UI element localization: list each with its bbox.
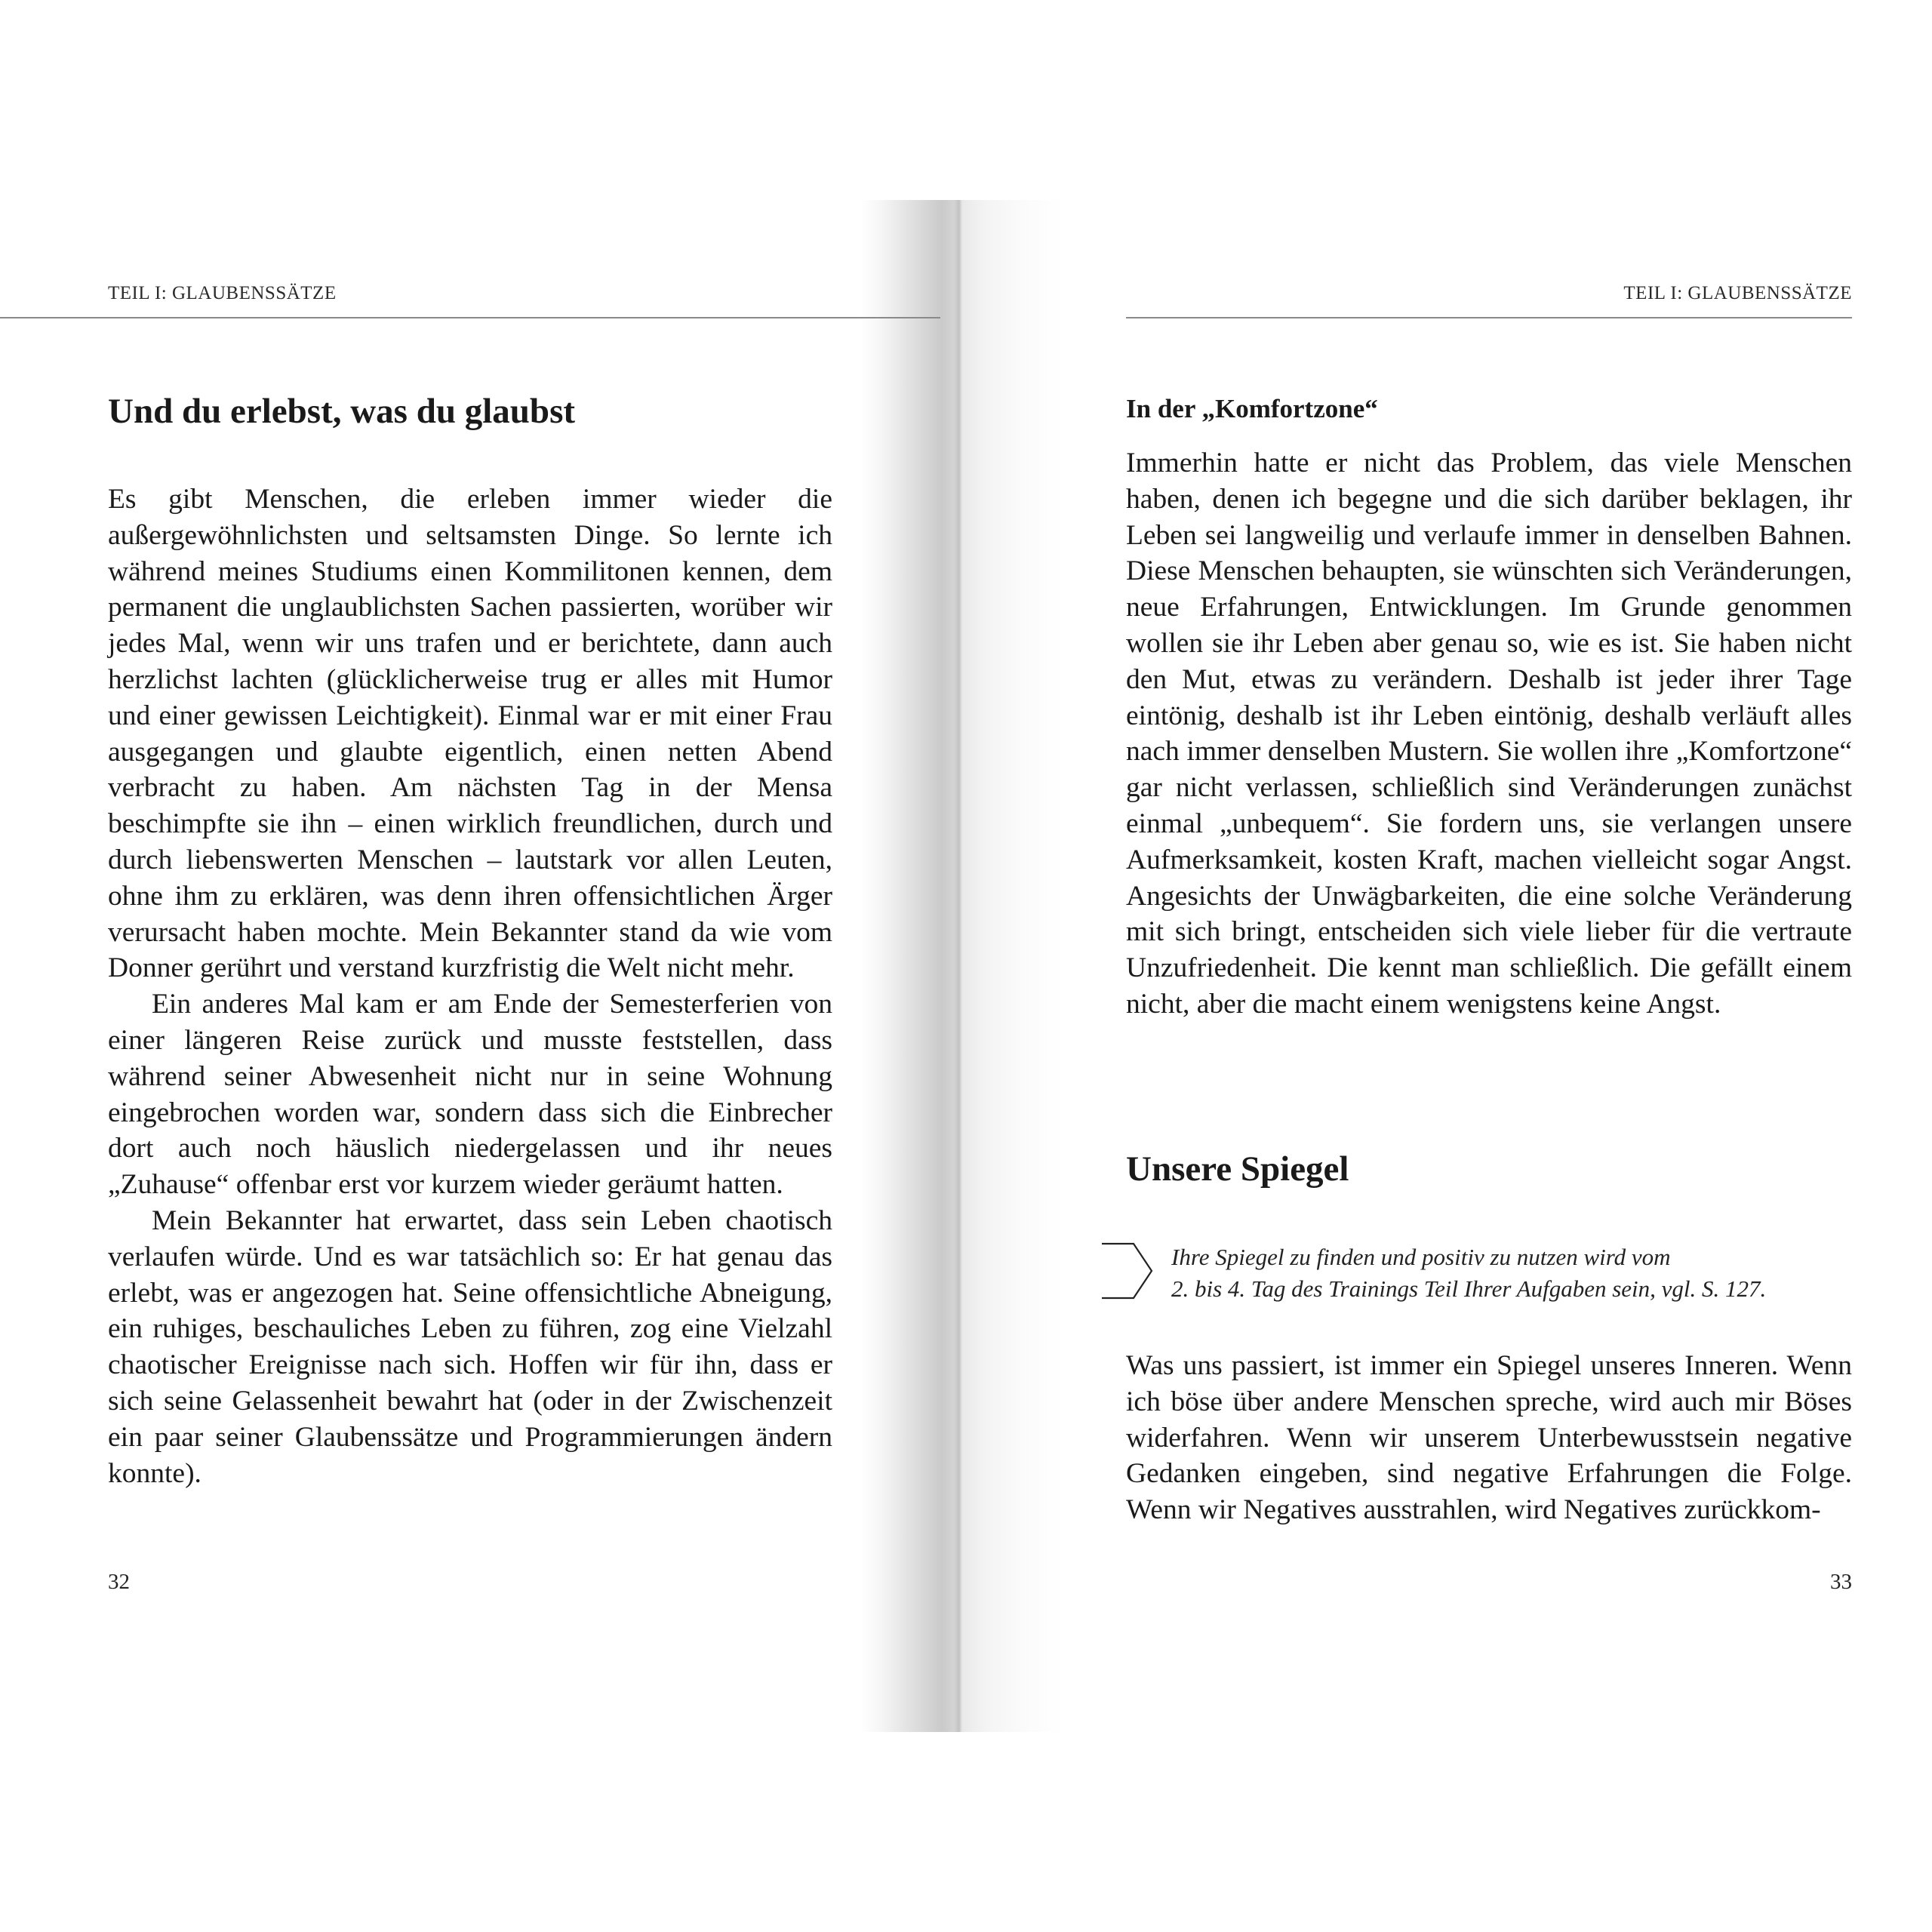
running-head: TEIL I: GLAUBENSSÄTZE (108, 283, 337, 303)
paragraph: Es gibt Menschen, die erleben immer wieder die außergewöhnlichsten und seltsamsten Dinge. So lernte ich während meines Studiums einen Kommilitonen kennen, dem permanent die unglaublichsten Sachen passierten, worüber wir jedes Mal, wenn wir uns trafen und er berichtete, dann auch herzlichst lachten (glücklicherweise trug er alles mit Humor und einer gewissen Leichtigkeit). Einmal war er mit einer Frau ausgegangen und glaubte eigentlich, einen netten Abend verbracht zu haben. Am nächsten Tag in der Mensa beschimpfte sie ihn – einen wirklich freundlichen, durch und durch liebenswerten Menschen – lautstark vor allen Leuten, ohne ihm zu erklären, was denn ihren offensichtlichen Ärger verursacht haben mochte. Mein Bekannter stand da wie vom Donner gerührt und verstand kurzfristig die Welt nicht mehr. (108, 484, 832, 984)
running-head: TEIL I: GLAUBENSSÄTZE (1623, 283, 1852, 303)
header-rule (1126, 317, 1852, 318)
note-line: Ihre Spiegel zu finden und positiv zu nutzen wird vom (1171, 1244, 1671, 1270)
paragraph: Was uns passiert, ist immer ein Spiegel unseres Inneren. Wenn ich böse über andere Menschen spreche, wird auch mir Böses widerfahren. Wenn wir unserem Unterbewusstsein negative Gedanken eingeben, sind negative Erfahrungen die Folge. Wenn wir Negatives ausstrahlen, wird Negatives zurückkom- (1126, 1350, 1852, 1526)
training-note (1171, 1241, 1766, 1305)
header-rule (0, 317, 940, 318)
note-line: 2. bis 4. Tag des Trainings Teil Ihrer Aufgaben sein, vgl. S. 127. (1171, 1275, 1767, 1302)
paragraph: Mein Bekannter hat erwartet, dass sein Leben chaotisch verlaufen würde. Und es war tatsächlich so: Er hat genau das erlebt, was er angezogen hat. Seine offensichtliche Abneigung, ein ruhiges, beschauliches Leben zu führen, zog eine Vielzahl chaotischer Ereignisse nach sich. Hoffen wir für ihn, dass er sich seine Gelassenheit bewahrt hat (oder in der Zwischenzeit ein paar seiner Glaubenssätze und Programmierungen ändern konnte). (108, 1204, 832, 1489)
arrow-marker-icon (1100, 1241, 1158, 1300)
section-heading: Unsere Spiegel (1126, 1149, 1349, 1189)
paragraph: Ein anderes Mal kam er am Ende der Semesterferien von einer längeren Reise zurück und musste feststellen, dass während seiner Abwesenheit nicht nur in seine Wohnung eingebrochen worden war, sondern dass sich die Einbrecher dort auch noch häuslich niedergelassen und ihr neues „Zuhause“ offenbar erst vor kurzem wieder geräumt hatten. (108, 989, 832, 1201)
paragraph: Immerhin hatte er nicht das Problem, das viele Menschen haben, denen ich begegne und die sich darüber beklagen, ihr Leben sei langweilig und verlaufe immer in denselben Bahnen. Diese Menschen behaupten, sie wünschten sich Veränderungen, neue Erfahrungen, Entwicklungen. Im Grunde genommen wollen sie ihr Leben aber genau so, wie es ist. Sie haben nicht den Mut, etwas zu verändern. Deshalb ist jeder ihrer Tage eintönig, deshalb ist ihr Leben eintönig, deshalb verläuft alles nach immer denselben Mustern. Sie wollen ihre „Komfortzone“ gar nicht verlassen, schließlich sind Veränderungen zunächst einmal „unbequem“. Sie fordern uns, sie verlangen unsere Aufmerksamkeit, kosten Kraft, machen vielleicht sogar Angst. Angesichts der Unwägbarkeiten, die eine solche Veränderung mit sich bringt, entscheiden sich viele lieber für die vertraute Unzufriedenheit. Die kennt man schließlich. Die gefällt einem nicht, aber die macht einem wenigstens keine Angst. (1126, 448, 1852, 1020)
chapter-heading: Und du erlebst, was du glaubst (108, 392, 576, 431)
section-subheading: In der „Komfortzone“ (1126, 394, 1378, 423)
page-number: 33 (1830, 1570, 1852, 1594)
body-text (108, 481, 832, 1491)
body-text (1126, 1348, 1852, 1528)
book-gutter-shadow (860, 200, 1064, 1732)
body-text (1126, 445, 1852, 1023)
page-number: 32 (108, 1570, 130, 1594)
